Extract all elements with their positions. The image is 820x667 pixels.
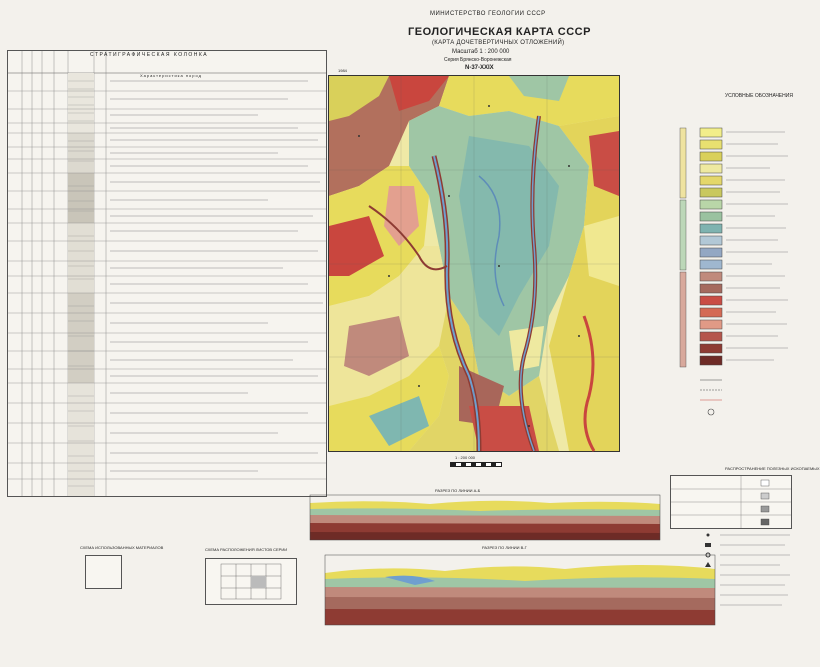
map-series: Серия Брянско-Воронежская [444, 57, 512, 63]
section-ab-title: РАЗРЕЗ ПО ЛИНИИ А-Б [435, 488, 481, 493]
stratigraphic-column-title: СТРАТИГРАФИЧЕСКАЯ КОЛОНКА [90, 52, 209, 58]
minerals-title: РАСПРОСТРАНЕНИЕ ПОЛЕЗНЫХ ИСКОПАЕМЫХ [725, 466, 820, 471]
additional-symbols [700, 530, 795, 625]
legend-rows [700, 128, 722, 365]
minerals-table [670, 475, 792, 529]
legend-title: УСЛОВНЫЕ ОБОЗНАЧЕНИЯ [725, 93, 793, 99]
sheets-scheme [205, 558, 297, 605]
sheet-code: N-37-XXIX [465, 65, 494, 71]
sheets-scheme-grid [206, 559, 296, 604]
cross-section-ab-drawing [310, 495, 660, 540]
stratigraphic-column-header: Характеристика пород [140, 73, 202, 78]
section-vg-title: РАЗРЕЗ ПО ЛИНИИ В-Г [482, 545, 527, 550]
geological-map-canvas [329, 76, 619, 451]
map-subtitle: (КАРТА ДОЧЕТВЕРТИЧНЫХ ОТЛОЖЕНИЙ) [432, 40, 565, 46]
cross-section-vg [325, 555, 715, 625]
sheets-scheme-title: СХЕМА РАСПОЛОЖЕНИЯ ЛИСТОВ СЕРИИ [205, 547, 288, 552]
map-title: ГЕОЛОГИЧЕСКАЯ КАРТА СССР [408, 26, 591, 38]
stratigraphic-column [7, 50, 327, 497]
legend-swatches [660, 100, 795, 430]
scale-caption: 1 : 200 000 [455, 455, 476, 460]
legend [660, 100, 795, 430]
cross-section-vg-drawing [325, 555, 715, 625]
sheet-number-label: 1984 [338, 68, 347, 73]
cross-section-ab [310, 495, 660, 540]
ministry-label: МИНИСТЕРСТВО ГЕОЛОГИИ СССР [430, 11, 546, 17]
map-scale: Масштаб 1 : 200 000 [452, 49, 510, 55]
minerals-table-grid [671, 476, 791, 528]
materials-scheme [85, 555, 122, 589]
materials-scheme-title: СХЕМА ИСПОЛЬЗОВАННЫХ МАТЕРИАЛОВ [80, 545, 164, 550]
scale-bar [450, 462, 502, 467]
stratigraphic-column-grid [8, 51, 326, 496]
geological-map[interactable] [328, 75, 620, 452]
additional-symbols-drawing [700, 530, 795, 625]
